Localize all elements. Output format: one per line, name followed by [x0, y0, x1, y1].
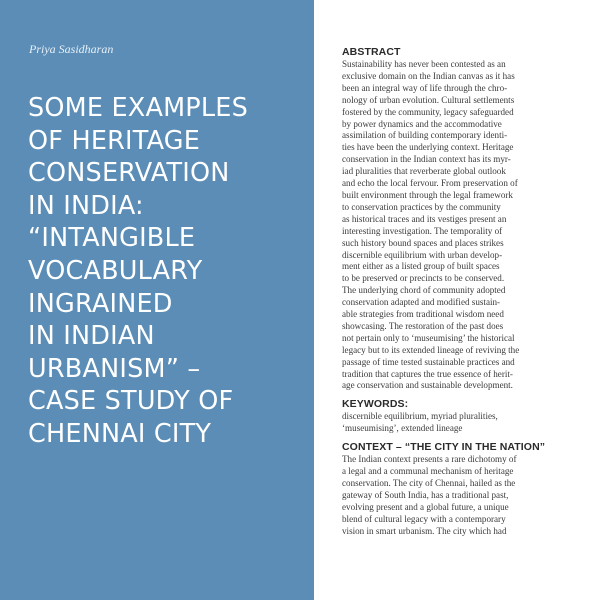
- title-line: URBANISM” –: [28, 353, 201, 384]
- abstract-text: [342, 59, 587, 392]
- abstract-line: The underlying chord of community adopted: [342, 285, 506, 296]
- keywords-line: discernible equilibrium, myriad pluralities,: [342, 411, 498, 422]
- abstract-line: fostered by the community, legacy safeguarded: [342, 106, 514, 117]
- context-line: gateway of South India, has a traditional past,: [342, 489, 509, 500]
- abstract-line: passage of time tested sustainable practices and: [342, 356, 515, 367]
- abstract-line: conservation adapted and modified sustain-: [342, 297, 501, 308]
- abstract-line: legacy but to its extended lineage of reviving the: [342, 344, 520, 355]
- abstract-line: been an integral way of life through the chro-: [342, 82, 508, 93]
- abstract-line: nology of urban evolution. Cultural settlements: [342, 94, 515, 105]
- keywords-line: ‘museumising’, extended lineage: [342, 423, 463, 434]
- abstract-line: built environment through the legal framework: [342, 189, 513, 200]
- context-line: blend of cultural legacy with a contemporary: [342, 513, 506, 524]
- context-line: The Indian context presents a rare dichotomy of: [342, 454, 517, 465]
- abstract-line: as historical traces and its vestiges present an: [342, 213, 507, 224]
- author-name: Priya Sasidharan: [29, 42, 114, 56]
- abstract-line: to conservation practices by the community: [342, 201, 501, 212]
- title-line: CASE STUDY OF: [28, 386, 234, 417]
- abstract-line: showcasing. The restoration of the past does: [342, 320, 504, 331]
- abstract-line: exclusive domain on the Indian canvas as it has: [342, 70, 515, 81]
- title-line: VOCABULARY: [28, 255, 203, 286]
- abstract-line: conservation in the Indian context has its myr-: [342, 154, 511, 165]
- abstract-line: such history bound spaces and places strikes: [342, 237, 504, 248]
- abstract-line: to be preserved or precincts to be conserved.: [342, 273, 505, 284]
- abstract-line: ment either as a listed group of built spaces: [342, 261, 500, 272]
- context-text: [342, 454, 587, 537]
- title-line: “INTANGIBLE: [28, 223, 196, 254]
- abstract-line: assimilation of building contemporary identi-: [342, 130, 508, 141]
- abstract-line: and echo the local fervour. From preservation of: [342, 178, 518, 189]
- article-title: [28, 92, 308, 451]
- abstract-heading: ABSTRACT: [342, 46, 401, 58]
- text-column: [342, 46, 587, 538]
- context-line: conservation. The city of Chennai, hailed as the: [342, 478, 516, 488]
- abstract-line: age conservation and sustainable development.: [342, 380, 513, 391]
- abstract-line: by power dynamics and the accommodative: [342, 118, 502, 129]
- title-line: CONSERVATION: [28, 158, 230, 189]
- abstract-line: iad pluralities that reverberate global outlook: [342, 166, 506, 177]
- abstract-line: discernible equilibrium with urban develop-: [342, 249, 503, 260]
- title-line: INGRAINED: [28, 288, 173, 319]
- abstract-line: able strategies from traditional wisdom need: [342, 309, 504, 320]
- title-line: IN INDIAN: [28, 321, 155, 352]
- context-line: a legal and a communal mechanism of heritage: [342, 466, 514, 477]
- abstract-line: tradition that captures the true essence of herit-: [342, 368, 513, 379]
- keywords-text: [342, 411, 587, 435]
- context-line: vision in smart urbanism. The city which had: [342, 525, 507, 536]
- context-line: evolving present and a global future, a unique: [342, 501, 509, 512]
- abstract-line: ties have been the underlying context. Heritage: [342, 142, 514, 153]
- title-line: IN INDIA:: [28, 190, 144, 221]
- abstract-line: Sustainability has never been contested as an: [342, 59, 506, 69]
- title-line: CHENNAI CITY: [28, 418, 212, 449]
- title-line: OF HERITAGE: [28, 125, 201, 156]
- context-heading: CONTEXT – “THE CITY IN THE NATION”: [342, 441, 546, 454]
- keywords-heading: KEYWORDS:: [342, 398, 409, 411]
- title-line: SOME EXAMPLES: [28, 93, 248, 123]
- abstract-line: interesting investigation. The temporality of: [342, 225, 503, 236]
- abstract-line: not pertain only to ‘museumising’ the historical: [342, 332, 515, 343]
